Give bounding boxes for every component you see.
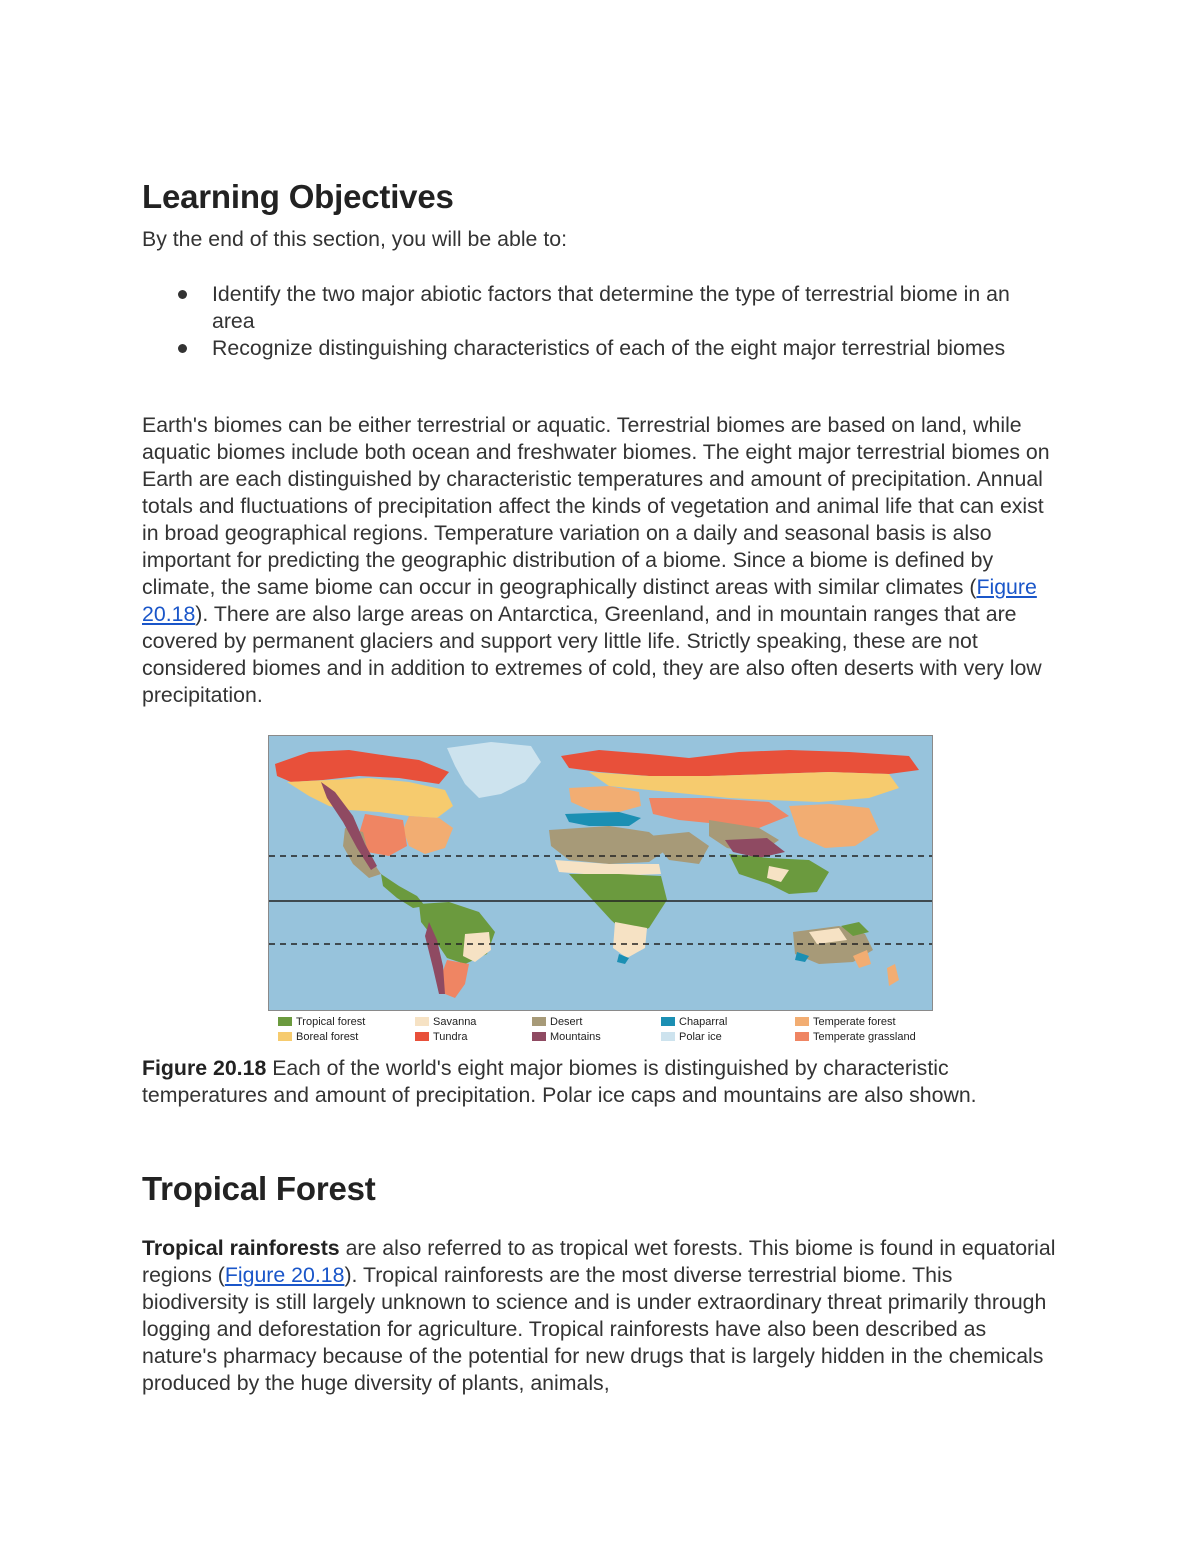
legend-item <box>415 1016 476 1029</box>
objective-text: Recognize distinguishing characteristics of each of the eight major terrestrial biomes <box>212 336 1006 360</box>
caption-text: Each of the world's eight major biomes is distinguished by characteristic temperatures and amount of precipitation. Polar ice caps and mountains are also shown. <box>142 1056 977 1107</box>
legend-label: Boreal forest <box>296 1031 359 1043</box>
paragraph-text: ). There are also large areas on Antarctica, Greenland, and in mountain ranges that are covered by permanent glaciers and support very little life. Strictly speaking, these are not considered biomes and in addition to extremes of cold, they are also often deserts with very low precipitation. <box>142 602 1042 707</box>
tropical-paragraph <box>142 1235 1062 1397</box>
figure-caption <box>142 1055 1062 1109</box>
figure-link[interactable]: Figure 20.18 <box>142 575 1037 626</box>
paragraph-text: ). Tropical rainforests are the most diverse terrestrial biome. This biodiversity is still largely unknown to science and is under extraordinary threat primarily through logging and deforestation for agriculture. Tropical rainforests have also been described as nature's pharmacy because of the potential for new drugs that is largely hidden in the chemicals produced by the huge diversity of plants, animals, <box>142 1263 1047 1395</box>
legend-item <box>532 1031 601 1044</box>
legend-item <box>532 1016 582 1029</box>
legend-label: Tropical forest <box>296 1016 366 1028</box>
legend-label: Savanna <box>433 1016 477 1028</box>
bullet-icon <box>178 344 187 353</box>
legend-item <box>278 1016 365 1029</box>
list-item <box>142 335 1042 362</box>
legend-swatch <box>661 1017 675 1026</box>
tropical-forest-heading: Tropical Forest <box>142 1170 376 1207</box>
legend-swatch <box>532 1017 546 1026</box>
legend-label: Chaparral <box>679 1016 728 1028</box>
caption-label: Figure 20.18 <box>142 1056 267 1080</box>
legend-label: Tundra <box>433 1031 468 1043</box>
bold-term: Tropical rainforests <box>142 1236 340 1260</box>
objective-text: Identify the two major abiotic factors that determine the type of terrestrial biome in an area <box>212 282 1010 333</box>
legend-item <box>795 1016 896 1029</box>
legend-swatch <box>795 1017 809 1026</box>
legend-item <box>661 1031 722 1044</box>
legend-item <box>415 1031 467 1044</box>
paragraph-text: Earth's biomes can be either terrestrial or aquatic. Terrestrial biomes are based on land, while aquatic biomes include both ocean and freshwater biomes. The eight major terrestrial biomes on Earth are each distinguished by characteristic temperatures and amount of precipitation. Annual totals and fluctuations of precipitation affect the kinds of vegetation and animal life that can exist in broad geographical regions. Temperature variation on a daily and seasonal basis is also important for predicting the geographic distribution of a biome. Since a biome is defined by climate, the same biome can occur in geographically distinct areas with similar climates ( <box>142 413 1050 599</box>
legend-item <box>795 1031 916 1044</box>
legend-swatch <box>532 1032 546 1041</box>
world-biome-map <box>268 735 933 1011</box>
eu-tundra <box>561 750 919 776</box>
legend-swatch <box>278 1032 292 1041</box>
legend-label: Temperate grassland <box>813 1031 916 1043</box>
legend-swatch <box>278 1017 292 1026</box>
paragraph-text: are also referred to as tropical wet forests. This biome is found in equatorial regions ( <box>142 1236 1056 1287</box>
legend-label: Polar ice <box>679 1031 722 1043</box>
legend-swatch <box>415 1017 429 1026</box>
list-item <box>142 281 1042 335</box>
intro-text: By the end of this section, you will be able to: <box>142 227 568 251</box>
legend-label: Desert <box>550 1016 583 1028</box>
learning-objectives-heading: Learning Objectives <box>142 178 454 215</box>
legend-label: Mountains <box>550 1031 601 1043</box>
legend-label: Temperate forest <box>813 1016 896 1028</box>
legend-item <box>278 1031 358 1044</box>
legend-swatch <box>661 1032 675 1041</box>
legend-swatch <box>795 1032 809 1041</box>
bullet-icon <box>178 290 187 299</box>
legend-item <box>661 1016 727 1029</box>
biomes-paragraph <box>142 412 1062 709</box>
map-legend <box>268 1016 933 1048</box>
legend-swatch <box>415 1032 429 1041</box>
figure-link[interactable]: Figure 20.18 <box>224 1263 345 1287</box>
biome-figure <box>268 735 933 1048</box>
objectives-list <box>142 281 1042 362</box>
